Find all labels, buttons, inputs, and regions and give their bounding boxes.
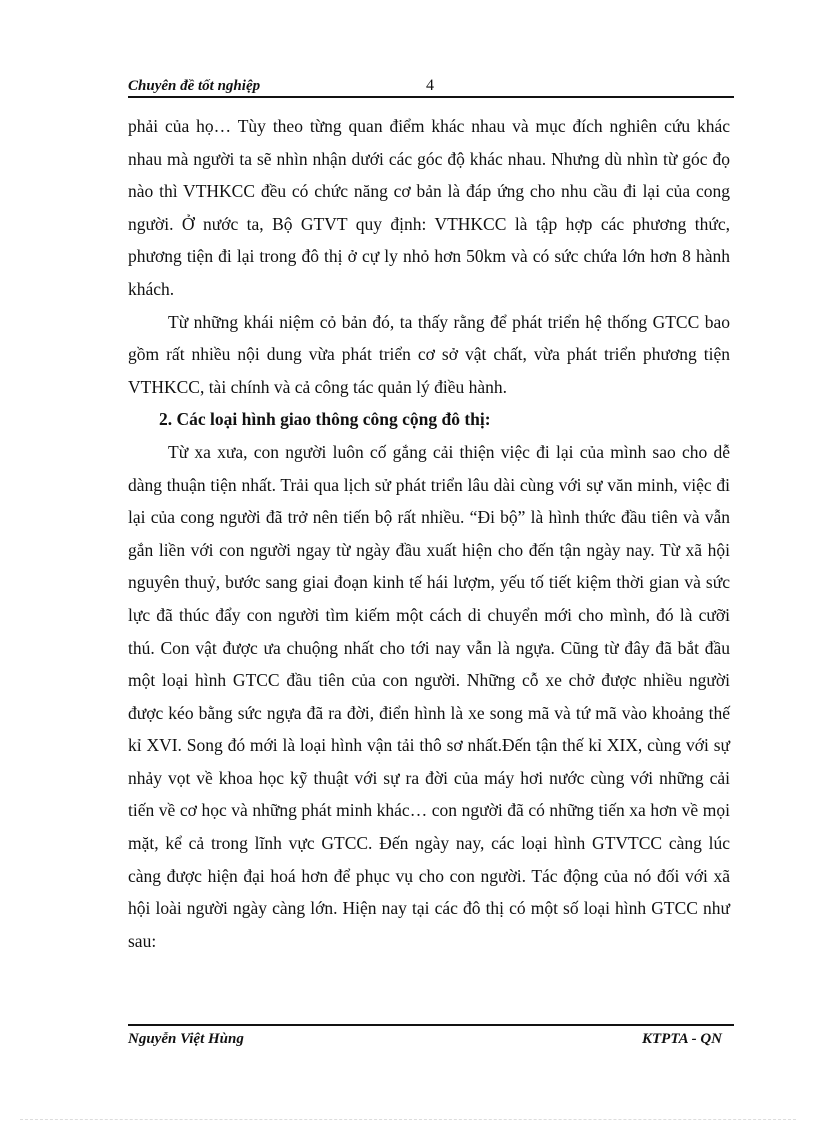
paragraph-2: Từ những khái niệm cỏ bản đó, ta thấy rằng để phát triển hệ thống GTCC bao gồm rất nhiều nội dung vừa phát triển cơ sở vật chất, vừa phát triển phương tiện VTHKCC, tài chính và cả công tác quản lý điều hành. bbox=[128, 311, 730, 397]
section-heading: 2. Các loại hình giao thông công cộng đô thị: bbox=[159, 409, 491, 430]
paragraph-3: Từ xa xưa, con người luôn cố gắng cải thiện việc đi lại của mình sao cho dễ dàng thuận tiện nhất. Trải qua lịch sử phát triển lâu dài cùng với sự văn minh, việc đi lại của cong người đã trở nên tiến bộ rất nhiều. “Đi bộ” là hình thức đầu tiên và vẫn gắn liền với con người ngay từ ngày đầu xuất hiện cho đến tận ngày nay. Từ xã hội nguyên thuỷ, bước sang giai đoạn kinh tế hái lượm, yếu tố tiết kiệm thời gian và sức lực đã thúc đẩy con người tìm kiếm một cách di chuyển mới cho mình, đó là cưỡi thú. Con vật được ưa chuộng nhất cho tới nay vẫn là ngựa. Cũng từ đây đã bắt đầu một loại hình GTCC đầu tiên của con người. Những cỗ xe chở được nhiều người được kéo bằng sức ngựa đã ra đời, điển hình là xe song mã và tứ mã vào khoảng thế kỉ XVI. Song đó mới là loại hình vận tải thô sơ nhất.Đến tận thế kỉ XIX, cùng với sự nhảy vọt về khoa học kỹ thuật với sự ra đời của máy hơi nước cùng với những cải tiến về cơ học và những phát minh khác… con người đã có những tiến xa hơn về mọi mặt, kể cả trong lĩnh vực GTCC. Đến ngày nay, các loại hình GTVTCC càng lúc càng được hiện đại hoá hơn để phục vụ cho con người. Tác động của nó đối với xã hội loài người ngày càng lớn. Hiện nay tại các đô thị có một số loại hình GTCC như sau: bbox=[128, 441, 730, 951]
footer-code: KTPTA - QN bbox=[641, 1031, 722, 1047]
footer-divider bbox=[128, 1024, 734, 1026]
paragraph-1: phải của họ… Tùy theo từng quan điểm khác nhau và mục đích nghiên cứu khác nhau mà người ta sẽ nhìn nhận dưới các góc độ khác nhau. Nhưng dù nhìn từ góc đọ nào thì VTHKCC đều có chức năng cơ bản là đáp ứng cho nhu cầu đi lại của cong người. Ở nước ta, Bộ GTVT quy định: VTHKCC là tập hợp các phương thức, phương tiện đi lại trong đô thị ở cự ly nhỏ hơn 50km và có sức chứa lớn hơn 8 hành khách. bbox=[128, 116, 730, 299]
page-footer bbox=[128, 1029, 734, 1049]
page-edge-line bbox=[20, 1119, 796, 1120]
header-divider bbox=[128, 96, 734, 98]
page-body bbox=[128, 110, 730, 957]
page-number: 4 bbox=[426, 77, 434, 94]
header-title: Chuyên đề tốt nghiệp bbox=[128, 78, 261, 94]
footer-author: Nguyễn Việt Hùng bbox=[128, 1031, 244, 1047]
page-header bbox=[128, 76, 734, 96]
